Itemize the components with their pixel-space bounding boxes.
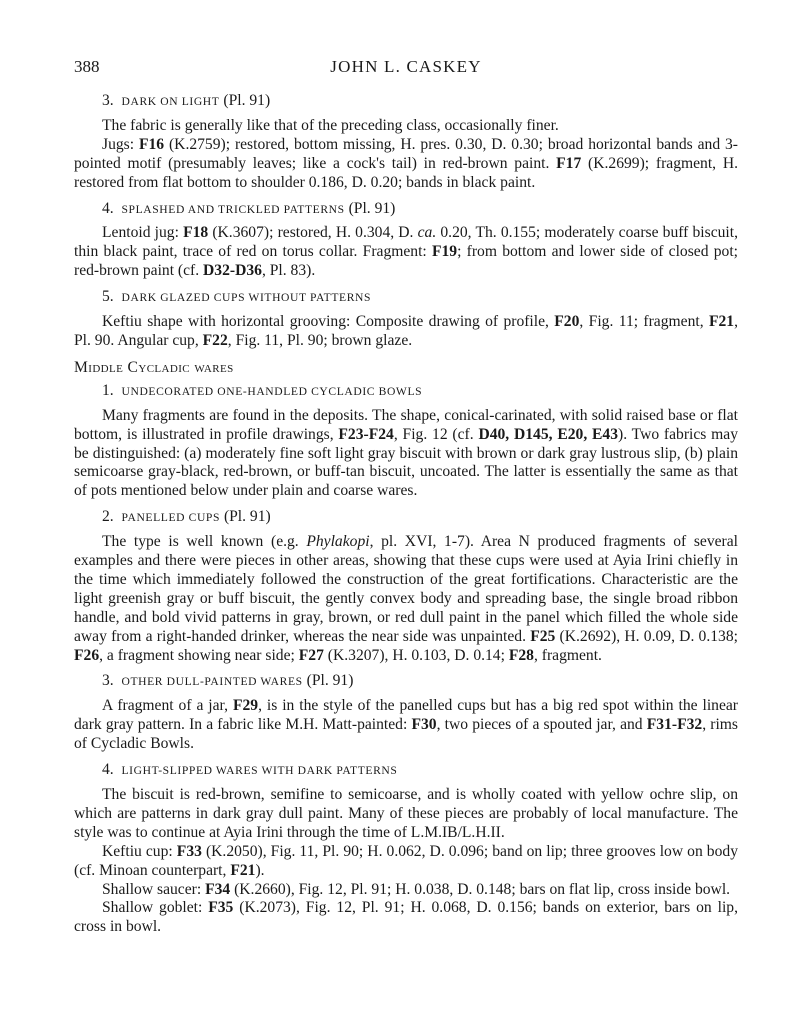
italic-text: Phylakopi [306,533,370,551]
catalogue-entry [74,843,738,881]
section-heading [102,672,738,692]
running-head-author: JOHN L. CASKEY [330,57,482,76]
section-number: 1. [102,381,114,399]
text-run: Keftiu cup: [102,842,177,860]
text-run: , pl. XVI, 1-7). Area N produced fragments of several examples and there were pieces in other areas, showing that these cups were used at Ayia Irini chiefly in the time which immediately followed the construction of the great fortifications. Characteristic are the light greenish gray or buff biscuit, the gently convex body and spreading base, the single broad ribbon handle, and bold vivid patterns in gray, brown, or red dull paint in the panel which filled the whole side away from a right-handed drinker, whereas the near side was unpainted. [74,533,739,645]
text-run: (K.2660), Fig. 12, Pl. 91; H. 0.038, D. 0.148; bars on flat lip, cross inside bowl. [230,880,731,898]
text-run: , rims of Cycladic Bowls. [74,716,738,753]
section-heading [102,382,738,402]
catalogue-number: F30 [411,716,437,734]
text-run: (K.2759); restored, bottom missing, H. pres. 0.30, D. 0.30; broad horizontal bands and 3-pointed motif (presumably leaves; like a cock's tail) in red-brown paint. [74,135,738,172]
plate-ref: (Pl. 91) [223,92,271,109]
text-run: (K.2073), Fig. 12, Pl. 91; H. 0.068, D. 0.156; bands on exterior, bars on lip, cross in bowl. [74,899,738,936]
catalogue-number: F29 [232,697,259,715]
catalogue-number: D32-D36 [203,262,262,280]
catalogue-number: F25 [530,627,556,645]
section-heading [102,508,738,528]
text-run: ; from bottom and lower side of closed pot; red-brown paint (cf. [74,243,738,280]
text-run: The type is well known (e.g. [102,533,307,551]
text-run: ). [255,861,265,879]
catalogue-number: F18 [183,224,209,242]
catalogue-entry [74,313,738,351]
catalogue-number: D40, D145, E20, E43 [478,425,619,443]
catalogue-entry [74,136,738,193]
major-heading [74,359,738,378]
catalogue-number: F33 [176,842,202,860]
text-run: , Pl. 83). [261,262,316,280]
plate-ref: (Pl. 91) [223,508,271,526]
text-run: (K.3207), H. 0.103, D. 0.14; [323,646,509,664]
section-number: 3. [102,92,114,109]
text-run: , fragment. [533,646,602,664]
text-run: , a fragment showing near side; [99,646,299,664]
text-run: , is in the style of the panelled cups but has a big red spot within the linear dark gray pattern. In a fabric like M.H. Matt-painted: [74,697,738,734]
text-run: , Fig. 11; fragment, [579,313,709,331]
text-run: , two pieces of a spouted jar, and [436,716,647,734]
text-run: ). Two fabrics may be distinguished: (a) moderately fine soft light gray biscuit with brown or dark gray lustrous slip, (b) plain semicoarse gray-black, red-brown, or buff-tan biscuit, uncoated. The latter is essentially the same as that of pots mentioned below under plain and coarse wares. [74,425,739,500]
section-number: 4. [102,199,114,217]
section-title: UNDECORATED ONE-HANDLED CYCLADIC BOWLS [121,384,423,398]
section-heading [102,200,738,220]
section-number: 2. [102,508,114,526]
catalogue-number: F28 [508,646,534,664]
text-run: (K.2050), Fig. 11, Pl. 90; H. 0.062, D. 0.096; band on lip; three grooves low on body (cf. Minoan counterpart, [74,842,738,879]
plate-ref: (Pl. 91) [306,672,354,690]
section-title: DARK GLAZED CUPS WITHOUT PATTERNS [121,291,372,305]
major-heading-text: Middle Cycladic wares [74,358,234,376]
page-number: 388 [74,57,100,76]
section-title: PANELLED CUPS [121,511,221,525]
text-run: 0.20, Th. 0.155; moderately coarse buff biscuit, thin black paint, trace of red on torus collar. Fragment: [74,224,738,261]
catalogue-number: F35 [208,899,234,917]
catalogue-entry [74,224,738,281]
paragraph: The biscuit is red-brown, semifine to semicoarse, and is wholly coated with yellow ochre slip, on which are patterns in dark gray dull paint. Many of these pieces are probably of local manufacture. The style was to continue at Ayia Irini through the time of L.M.IB/L.H.II. [74,786,738,841]
text-run: (K.3607); restored, H. 0.304, D. [208,224,418,242]
catalogue-number: F21 [230,861,256,879]
catalogue-number: F20 [554,313,580,331]
section-title: OTHER DULL-PAINTED WARES [121,675,303,689]
text-run: Shallow saucer: [102,880,206,898]
paragraph [74,407,738,502]
article-body [74,92,738,937]
section-title: SPLASHED AND TRICKLED PATTERNS [121,202,345,216]
text-run: , Pl. 90. Angular cup, [74,313,738,349]
catalogue-number: F27 [298,646,324,664]
text-run: , Fig. 12 (cf. [393,425,479,443]
catalogue-number: F22 [202,331,228,349]
text-run: Jugs: [102,135,139,153]
section-title: LIGHT-SLIPPED WARES WITH DARK PATTERNS [121,764,398,778]
catalogue-entry [74,881,738,900]
text-run: Lentoid jug: [102,224,184,242]
catalogue-number: F23-F24 [338,425,394,443]
text-run: Keftiu shape with horizontal grooving: Composite drawing of profile, [102,313,555,331]
catalogue-number: F34 [205,880,231,898]
italic-text: ca. [417,224,437,242]
text-run: Many fragments are found in the deposits. The shape, conical-carinated, with solid raised base or flat bottom, is illustrated in profile drawings, [74,406,738,443]
section-number: 5. [102,288,114,306]
paragraph: The fabric is generally like that of the preceding class, occasionally finer. [102,116,559,134]
text-run: A fragment of a jar, [102,697,233,715]
paragraph [74,533,738,665]
catalogue-number: F21 [708,313,735,331]
section-heading [102,288,738,308]
section-number: 3. [102,672,114,690]
catalogue-number: F26 [74,646,100,664]
catalogue-entry [74,899,738,937]
catalogue-number: F31-F32 [646,716,703,734]
text-run: (K.2692), H. 0.09, D. 0.138; [555,627,738,645]
section-heading [102,761,738,781]
section-heading [102,92,738,112]
catalogue-number: F19 [431,243,458,261]
section-title: DARK ON LIGHT [121,95,220,108]
catalogue-number: F17 [556,154,582,172]
plate-ref: (Pl. 91) [348,199,396,217]
section-number: 4. [102,761,114,779]
text-run: , Fig. 11, Pl. 90; brown glaze. [227,331,413,349]
catalogue-number: F16 [138,135,165,153]
running-header [74,57,738,81]
text-run: Shallow goblet: [102,899,209,917]
paragraph [74,697,738,754]
text-run: (K.2699); fragment, H. restored from flat bottom to shoulder 0.186, D. 0.20; bands in black paint. [74,154,738,191]
